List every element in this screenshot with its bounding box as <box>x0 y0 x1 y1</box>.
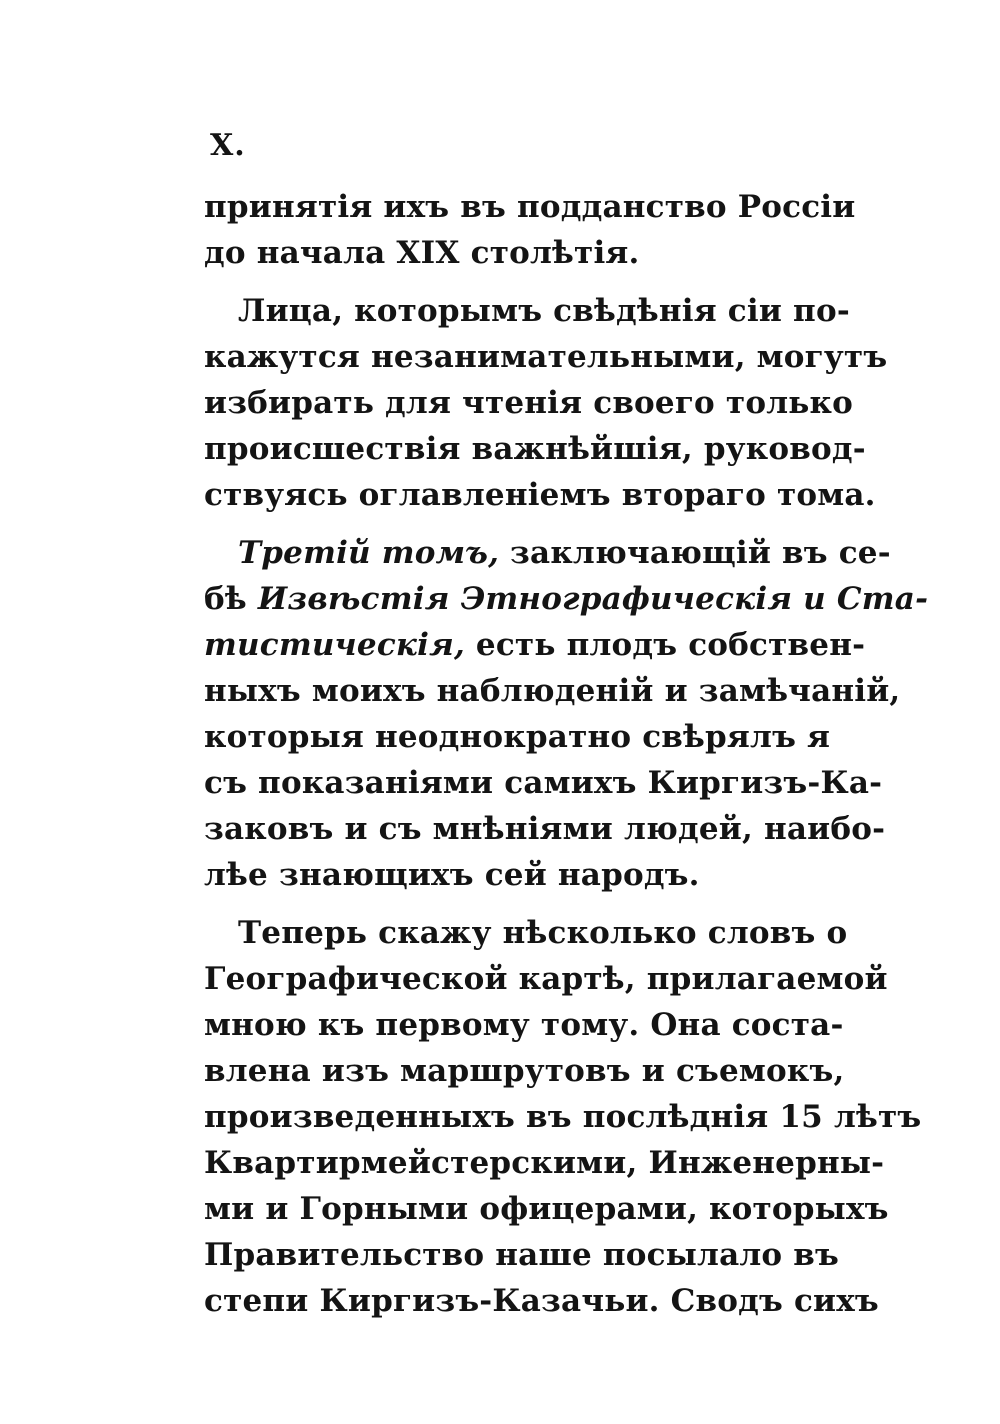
paragraph-3 <box>204 530 929 898</box>
text-line <box>204 622 866 668</box>
text-line: Квартирмейстерскими, Инженерны- <box>204 1145 885 1181</box>
text-line: принятія ихъ въ подданство Россіи <box>204 189 856 225</box>
text-line: съ показаніями самихъ Киргизъ-Ка- <box>204 765 883 801</box>
text-line: ныхъ моихъ наблюденій и замѣчаній, <box>204 673 901 709</box>
italic-title: Третій томъ, <box>238 535 500 571</box>
italic-title: тистическія, <box>204 627 465 663</box>
text-line <box>204 530 891 576</box>
paragraph-4 <box>204 910 922 1324</box>
text-line: Лица, которымъ свѣдѣнія сіи по- <box>238 293 850 329</box>
text-line: кажутся незанимательными, могутъ <box>204 339 888 375</box>
italic-title: Извѣстія Этнографическія и Ста- <box>257 581 929 617</box>
paragraph-1 <box>204 184 856 276</box>
text-line: лѣе знающихъ сей народъ. <box>204 857 700 893</box>
text-line: Правительство наше посылало въ <box>204 1237 840 1273</box>
text-run: заключающій въ се- <box>499 535 891 571</box>
text-line: заковъ и съ мнѣніями людей, наибо- <box>204 811 886 847</box>
body-text <box>204 184 929 1336</box>
text-run: бѣ <box>204 581 258 617</box>
text-line: мною къ первому тому. Она соста- <box>204 1007 844 1043</box>
text-line <box>204 576 929 622</box>
text-line: влена изъ маршрутовъ и съемокъ, <box>204 1053 845 1089</box>
page-number: X. <box>210 128 246 163</box>
text-line: ствуясь оглавленіемъ втораго тома. <box>204 477 876 513</box>
text-line: произведенныхъ въ послѣднія 15 лѣтъ <box>204 1099 922 1135</box>
text-line: Теперь скажу нѣсколько словъ о <box>238 915 848 951</box>
text-line: степи Киргизъ-Казачьи. Сводъ сихъ <box>204 1283 879 1319</box>
text-line: Географической картѣ, прилагаемой <box>204 961 888 997</box>
text-line: ми и Горными офицерами, которыхъ <box>204 1191 889 1227</box>
text-line: которыя неоднократно свѣрялъ я <box>204 719 831 755</box>
text-line: происшествія важнѣйшія, руковод- <box>204 431 866 467</box>
text-line: избирать для чтенія своего только <box>204 385 853 421</box>
text-line: до начала XIX столѣтія. <box>204 235 640 271</box>
text-run: есть плодъ собствен- <box>464 627 866 663</box>
paragraph-2 <box>204 288 888 518</box>
